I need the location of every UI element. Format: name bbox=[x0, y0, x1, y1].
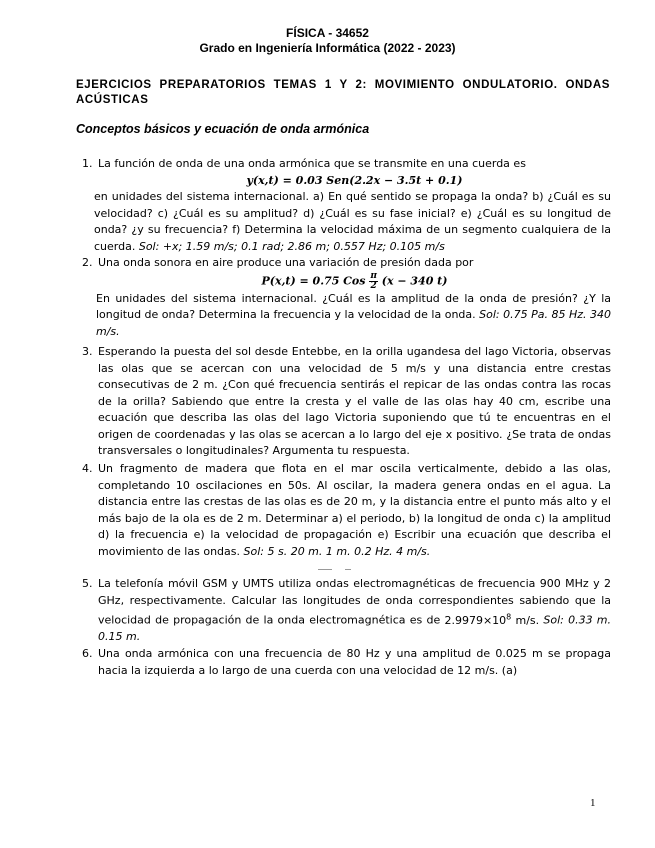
degree-title: Grado en Ingeniería Informática (2022 - 2023) bbox=[199, 41, 456, 55]
formula-fraction bbox=[369, 272, 378, 291]
exercise-solution: Sol: 0.75 Pa. 85 Hz. 340 m/s. bbox=[96, 308, 611, 338]
section-title: EJERCICIOS PREPARATORIOS TEMAS 1 Y 2: MOVIMIENTO ONDULATORIO. ONDAS ACÚSTICAS bbox=[76, 79, 610, 106]
exercise-text: en unidades del sistema internacional. a) En qué sentido se propaga la onda? b) ¿Cuál es su velocidad? c) ¿Cuál es su amplitud? d) ¿Cuál es su fase inicial? e) ¿Cuál es su longitud de onda? ¿y su frecuencia? f) Determina la velocidad máxima de un segmento cualquiera de la cuerda. bbox=[94, 190, 611, 253]
exercise-number: 5. bbox=[82, 577, 93, 590]
pressure-formula bbox=[98, 272, 611, 291]
exercise-text: La telefonía móvil GSM y UMTS utiliza ondas electromagnéticas de frecuencia 900 MHz y 2 GHz, respectivamente. Calcular las longitudes de onda correspondientes sabiendo que la velocidad de propagación de la onda electromagnética es de bbox=[98, 577, 611, 627]
subtitle: Conceptos básicos y ecuación de onda armónica bbox=[76, 122, 370, 136]
exercise-number: 4. bbox=[82, 462, 93, 475]
exercise-text: En unidades del sistema internacional. ¿Cuál es la amplitud de la onda de presión? ¿Y la longitud de onda? Determina la frecuencia y la velocidad de la onda. bbox=[96, 291, 611, 321]
exercise-intro: Una onda sonora en aire produce una variación de presión dada por bbox=[98, 256, 474, 269]
exercise-1 bbox=[76, 156, 611, 255]
formula-right: (x − 340 t) bbox=[381, 274, 448, 287]
page-number: 1 bbox=[590, 797, 596, 809]
exercise-6 bbox=[76, 646, 611, 679]
fraction-numerator: π bbox=[370, 270, 377, 281]
wave-function-formula: y(x,t) = 0.03 Sen(2.2x − 3.5t + 0.1) bbox=[246, 173, 463, 187]
course-title: FÍSICA - 34652 bbox=[286, 26, 369, 40]
exercise-number: 3. bbox=[82, 345, 93, 358]
exercise-text: Una onda armónica con una frecuencia de 80 Hz y una amplitud de 0.025 m se propaga hacia la izquierda a lo largo de una cuerda con una velocidad de 12 m/s. (a) bbox=[98, 647, 611, 677]
artifact-dash bbox=[345, 569, 351, 570]
exercise-text: Esperando la puesta del sol desde Entebbe, en la orilla ugandesa del lago Victoria, observas las olas que se acercan con una velocidad de 5 m/s y una distancia entre crestas consecutivas de 2 m. ¿Con qué frecuencia sentirás el repicar de las ondas contra las rocas de la orilla? Sabiendo que entre la cresta y el valle de las olas hay 40 cm, escribe una ecuación que describa las olas del lago Victoria suponiendo que tú te encuentras en el origen de coordenadas y las olas se acercan a lo largo del eje x positivo. ¿Se trata de ondas transversales o longitudinales? Argumenta tu respuesta. bbox=[98, 345, 611, 457]
light-speed-value: $2.9979\times 10^8$ m/s. bbox=[444, 612, 540, 627]
exercise-solution: Sol: 5 s. 20 m. 1 m. 0.2 Hz. 4 m/s. bbox=[243, 544, 431, 558]
formula-left: P(x,t) = 0.75 Cos bbox=[261, 274, 366, 287]
exercise-solution: Sol: 0.33 m. 0.15 m. bbox=[98, 613, 612, 644]
artifact-dash bbox=[318, 569, 332, 570]
exercise-intro: La función de onda de una onda armónica que se transmite en una cuerda es bbox=[98, 157, 526, 170]
exercise-number: 2. bbox=[82, 256, 93, 269]
exercise-3 bbox=[76, 344, 611, 460]
exercise-number: 6. bbox=[82, 647, 93, 660]
exercise-5 bbox=[76, 576, 611, 646]
exercise-number: 1. bbox=[82, 157, 93, 170]
exercise-text: Un fragmento de madera que flota en el mar oscila verticalmente, debido a las olas, completando 10 oscilaciones en 50s. Al oscilar, la madera genera ondas en el agua. La distancia entre las crestas de las olas es de 20 m, y la distancia entre el punto más alto y el más bajo de la ola es de 2 m. Determinar a) el periodo, b) la longitud de onda c) la amplitud d) la frecuencia e) la velocidad de propagación e) Escribir una ecuación que describa el movimiento de las ondas. bbox=[98, 462, 611, 558]
exercise-2 bbox=[76, 255, 611, 340]
fraction-denominator: 2 bbox=[370, 280, 377, 291]
exercise-4 bbox=[76, 461, 611, 560]
exercise-solution: Sol: +x; 1.59 m/s; 0.1 rad; 2.86 m; 0.557 Hz; 0.105 m/s bbox=[138, 239, 445, 253]
